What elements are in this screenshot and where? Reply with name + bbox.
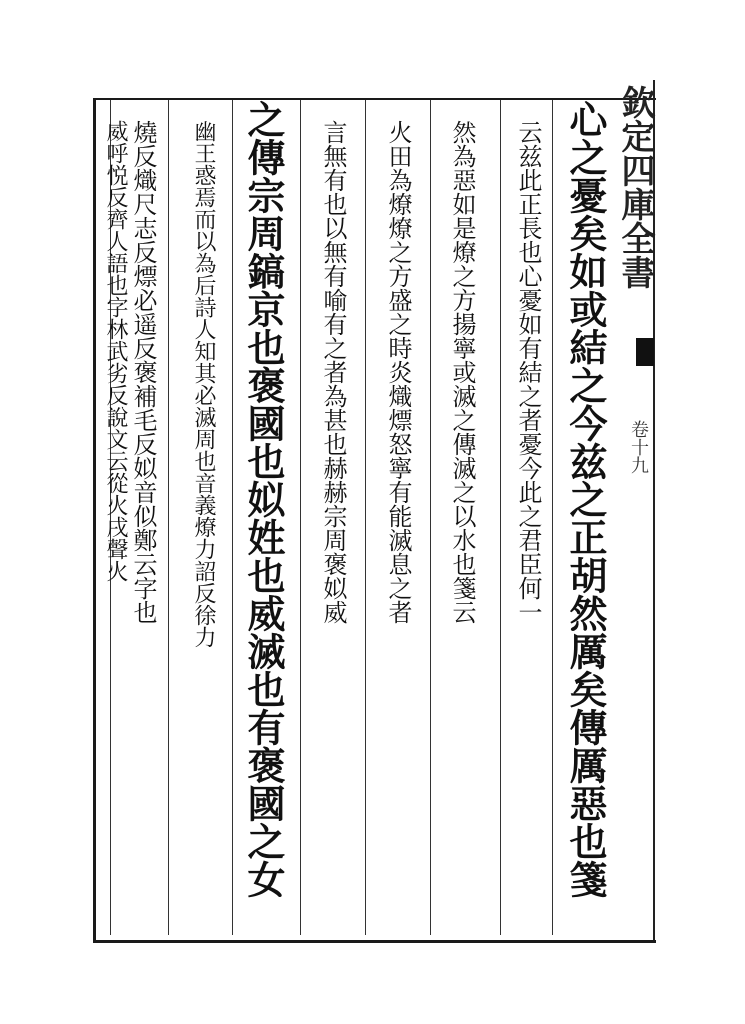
text-column-2: 云兹此正長也心憂如有結之者憂今此之君臣何一 [514,120,542,624]
text-column-6: 之傳宗周鎬京也褒國也姒姓也威滅也有褒國之女 [241,100,286,898]
text-column-8: 燒反熾尺志反熛必遥反褒補毛反姒音似鄭云字也 [129,120,157,624]
text-column-5: 言無有也以無有喻有之者為甚也赫赫宗周褒姒威 [319,120,347,624]
text-column-9: 威呼悦反齊人語也字林武劣反說文云從火戌聲火 [103,120,128,582]
column-rule [300,100,301,935]
book-title: 欽定四庫全書 [615,85,655,289]
column-rule [365,100,366,935]
column-rule [552,100,553,935]
column-rule [500,100,501,935]
text-column-3: 然為惡如是燎之方揚寧或滅之傳滅之以水也箋云 [448,120,476,624]
fish-tail-mark [636,338,654,366]
text-column-4: 火田為燎燎之方盛之時炎熾熛怒寧有能滅息之者 [384,120,412,624]
column-rule [168,100,169,935]
text-column-7: 幽王惑焉而以為后詩人知其必滅周也音義燎力詔反徐力 [191,120,216,648]
column-rule [430,100,431,935]
column-rule [232,100,233,935]
text-column-1: 心之憂矣如或結之今兹之正胡然厲矣傳厲惡也箋 [563,100,608,898]
volume-label: 卷十九 [628,420,649,474]
